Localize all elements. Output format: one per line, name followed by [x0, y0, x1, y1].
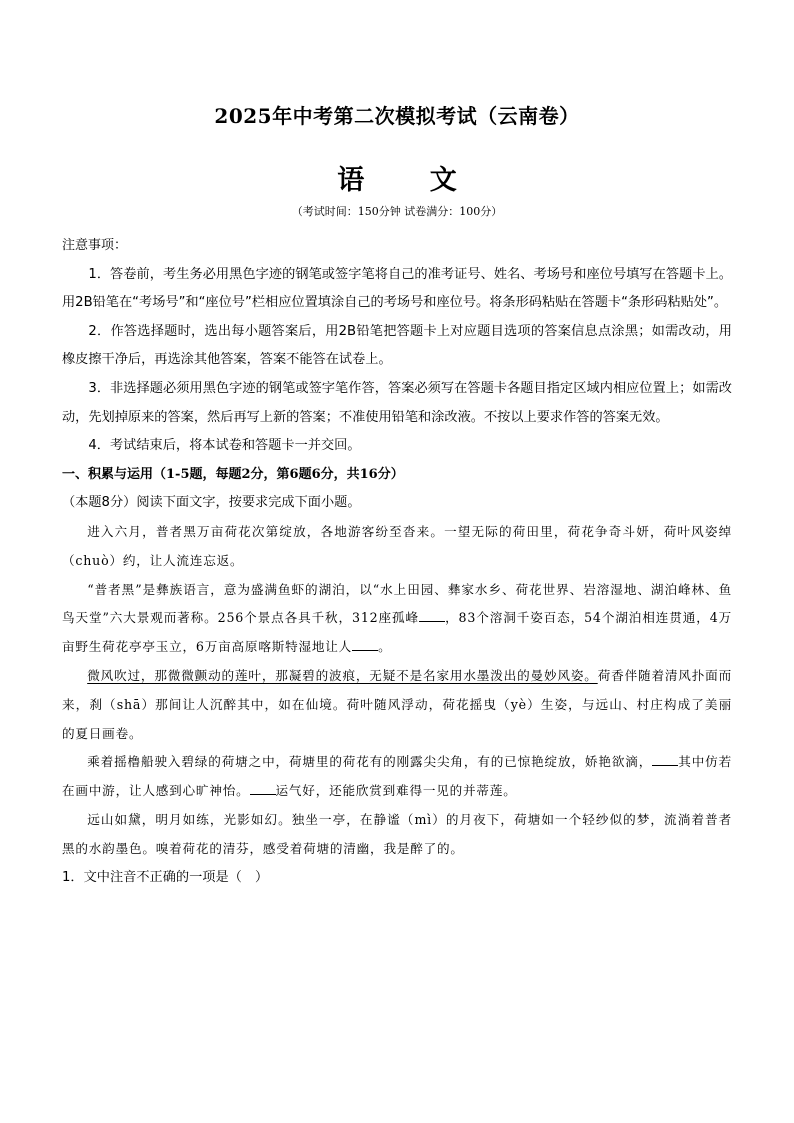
notice-item-2: 2．作答选择题时，选出每小题答案后，用2B铅笔把答题卡上对应题目选项的答案信息点涂黑；如需改动，用橡皮擦干净后，再选涂其他答案，答案不能答在试卷上。 [62, 323, 732, 368]
passage-paragraph-2 [62, 576, 732, 662]
passage-text: 乘着摇橹船驶入碧绿的荷塘之中，荷塘里的荷花有的刚露尖尖角，有的已惊艳绽放，娇艳欲滴， [87, 754, 653, 770]
passage-text: 其中仿若在画中游，让人感到心旷神怡。 [62, 754, 732, 799]
passage-text: “普者黑”是彝族语言，意为盛满鱼虾的湖泊，以“水上田园、彝家水乡、荷花世界、岩溶湿地、湖泊峰林、鱼鸟天堂”六大景观而著称。256个景点各具千秋，312座孤峰 [62, 581, 732, 626]
fill-blank [419, 608, 445, 622]
main-content [62, 232, 732, 892]
section-heading: 一、积累与运用（1-5题，每题2分，第6题6分，共16分） [62, 466, 404, 482]
fill-blank [352, 637, 378, 651]
passage-paragraph-5: 远山如黛，明月如练，光影如幻。独坐一亭，在静谧（mì）的月夜下，荷塘如一个轻纱似的梦，流淌着普者黑的水韵墨色。嗅着荷花的清芬，感受着荷塘的清幽，我是醉了的。 [62, 811, 732, 856]
passage-paragraph-1: 进入六月，普者黑万亩荷花次第绽放，各地游客纷至沓来。一望无际的荷田里，荷花争奇斗妍，荷叶风姿绰（chuò）约，让人流连忘返。 [62, 523, 732, 568]
fill-blank [652, 752, 678, 766]
question-1: 1．文中注音不正确的一项是（ ） [62, 869, 269, 885]
exam-title: 2025年中考第二次模拟考试（云南卷） [214, 104, 580, 128]
passage-paragraph-4 [62, 748, 732, 806]
fill-blank [250, 781, 276, 795]
notice-item-4: 4．考试结束后，将本试卷和答题卡一并交回。 [88, 438, 361, 454]
passage-text: ，83个溶洞千姿百态，54个湖泊相连贯通，4万亩野生荷花亭亭玉立，6万亩高原喀斯特湿地让人 [62, 610, 732, 655]
exam-info: （考试时间：150分钟 试卷满分：100分） [291, 205, 503, 218]
passage-text: 。 [378, 639, 392, 655]
notice-heading: 注意事项： [62, 238, 128, 253]
passage-paragraph-3 [62, 662, 732, 748]
notice-item-1: 1．答卷前，考生务必用黑色字迹的钢笔或签字笔将自己的准考证号、姓名、考场号和座位号填写在答题卡上。用2B铅笔在“考场号”和“座位号”栏相应位置填涂自己的考场号和座位号。将条形码粘贴在答题卡“条形码粘贴处”。 [62, 266, 732, 311]
passage-text: 运气好，还能欣赏到难得一见的并蒂莲。 [275, 783, 517, 799]
notice-item-3: 3．非选择题必须用黑色字迹的钢笔或签字笔作答，答案必须写在答题卡各题目指定区域内相应位置上；如需改动，先划掉原来的答案，然后再写上新的答案；不准使用铅笔和涂改液。不按以上要求作答的答案无效。 [62, 380, 732, 425]
passage-text: 荷香伴随着清风扑面而来，刹（shā）那间让人沉醉其中，如在仙境。荷叶随风浮动，荷花摇曳（yè）生姿，与远山、村庄构成了美丽的夏日画卷。 [62, 667, 733, 741]
underlined-sentence: 微风吹过，那微微颤动的莲叶，那凝碧的波痕，无疑不是名家用水墨泼出的曼妙风姿。 [87, 667, 598, 683]
subject-title: 语 文 [337, 165, 485, 196]
section-intro: （本题8分）阅读下面文字，按要求完成下面小题。 [62, 495, 361, 511]
